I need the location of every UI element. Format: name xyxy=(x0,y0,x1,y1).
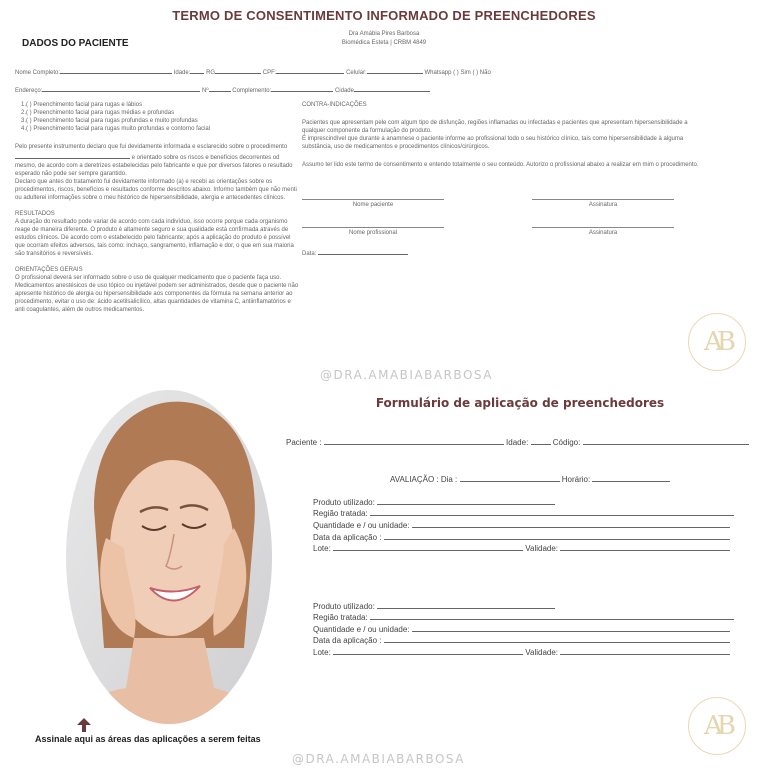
field-nome[interactable] xyxy=(60,66,172,74)
instruction-caption: Assinale aqui as áreas das aplicações a serem feitas xyxy=(35,734,261,744)
patient-row-1 xyxy=(15,66,755,77)
label-nome: Nome Completo: xyxy=(15,70,61,76)
right-column xyxy=(302,101,712,175)
block2-field-validade[interactable] xyxy=(560,647,730,655)
form-field-dia[interactable] xyxy=(460,474,560,482)
ab-logo: AB xyxy=(688,313,746,371)
label-complemento: Complemento: xyxy=(232,88,272,94)
field-rg[interactable] xyxy=(215,66,261,74)
form-field-horario[interactable] xyxy=(592,474,670,482)
field-procedimento[interactable] xyxy=(15,151,130,159)
block1-produto: Produto utilizado: xyxy=(313,497,555,507)
results-section xyxy=(15,210,302,258)
contraindications-text: Pacientes que apresentam pele com algum tipo de disfunção, regiões inflamadas ou infectadas e pacientes que apresentam hipersensibilidade a qualquer componente da formulação do produto. É imprescindível que durante a anamnese o paciente informe ao profissional todo o seu histórico clínico, tais como hipersensibilidade à alguma substância, uso de medicamentos e procedimentos clínicos/cirúrgicos. xyxy=(302,120,688,150)
option-4[interactable]: 4.( ) Preenchimento facial para rugas muito profundas e contorno facial xyxy=(21,126,211,132)
field-endereco[interactable] xyxy=(42,84,200,92)
contraindications-heading: CONTRA-INDICAÇÕES xyxy=(302,102,367,108)
block1-field-quantidade[interactable] xyxy=(412,520,730,528)
field-numero[interactable] xyxy=(209,84,231,92)
date-row xyxy=(302,247,408,258)
left-column xyxy=(15,101,302,320)
signature-professional[interactable]: Assinatura xyxy=(532,227,674,236)
block1-field-produto[interactable] xyxy=(377,497,555,505)
doctor-registration: Biomédica Esteta | CRBM 4849 xyxy=(341,40,427,46)
section-heading: DADOS DO PACIENTE xyxy=(22,38,129,49)
field-celular[interactable] xyxy=(367,66,423,74)
doctor-name: Dra Amábia Pires Barbosa xyxy=(348,31,420,37)
signature-patient-name[interactable]: Nome paciente xyxy=(302,199,444,208)
form-patient-row: Paciente : Idade: Código: xyxy=(286,437,749,447)
form-title: Formulário de aplicação de preenchedores xyxy=(375,396,665,410)
label-data: Data: xyxy=(302,251,317,257)
doctor-info xyxy=(300,30,468,48)
block1-data: Data da aplicação : xyxy=(313,532,730,542)
option-3[interactable]: 3.( ) Preenchimento facial para rugas profundas e muito profundas xyxy=(21,118,198,124)
label-numero: Nº xyxy=(202,88,209,94)
form-field-codigo[interactable] xyxy=(583,437,749,445)
consent-statement: Assumo ter lido este termo de consentimento e entendo totalmente o seu conteúdo. Autorizo o profissional abaixo a realizar em mim o procedimento. xyxy=(302,162,699,168)
field-complemento[interactable] xyxy=(271,84,333,92)
block2-regiao: Região tratada: xyxy=(313,612,734,622)
procedure-options xyxy=(21,101,302,133)
block2-produto: Produto utilizado: xyxy=(313,601,555,611)
form-field-paciente[interactable] xyxy=(324,437,504,445)
block2-field-quantidade[interactable] xyxy=(412,624,730,632)
field-cpf[interactable] xyxy=(276,66,344,74)
block2-data: Data da aplicação : xyxy=(313,635,730,645)
declaration-paragraph: Pelo presente instrumento declaro que fui devidamente informada e esclarecido sobre o procedimento e orientado sobre os riscos e benefícios decorrentes od mesmo, de acordo com a deretrizes estabelecidas pelo fabricante e que por diversos fatores o resultado esperado não pode ser sempre garantido. Declaro que antes do tratamento fui devidamente informado (a) e recebi as orientações sobre os procedimentos, riscos, benefícios e resultados conforme descritos abaixo. Informo também que não menti ou adulterei informações sobre o meu histórico de hipersensibilidade, alergia e antecedentes clínicos. xyxy=(15,144,297,201)
ab-logo-bottom: AB xyxy=(688,697,746,755)
results-text: A duração do resultado pode variar de acordo com cada indivíduo, isso ocorre porque cada organismo reage de maneira diferente. O produto é altamente seguro e sua qualidade está confirmada através de estudos clínicos. De acordo com o estabelecido pelo fabricante; após a aplicação do produto é possível que ocorram efeitos adversos, tais como: inchaço, sangramento, inflamação e dor, o que em sua maioria são transitórios e reversíveis. xyxy=(15,219,294,257)
label-idade: Idade: xyxy=(173,70,191,76)
block1-field-data[interactable] xyxy=(384,532,730,540)
face-illustration xyxy=(64,388,274,726)
form-evaluation-row: AVALIAÇÃO : Dia : Horário: xyxy=(390,474,670,484)
signature-patient[interactable]: Assinatura xyxy=(532,199,674,208)
block1-field-regiao[interactable] xyxy=(370,508,734,516)
watermark-bottom: @DRA.AMABIABARBOSA xyxy=(292,752,465,766)
field-cidade[interactable] xyxy=(354,84,430,92)
block1-quantidade: Quantidade e / ou unidade: xyxy=(313,520,730,530)
label-cpf: CPF: xyxy=(262,70,277,76)
block2-field-data[interactable] xyxy=(384,635,730,643)
block2-quantidade: Quantidade e / ou unidade: xyxy=(313,624,730,634)
block1-field-validade[interactable] xyxy=(560,543,730,551)
label-endereco: Endereço: xyxy=(15,88,43,94)
label-cidade: Cidade xyxy=(334,88,354,94)
patient-row-2 xyxy=(15,84,575,95)
form-field-idade[interactable] xyxy=(531,437,551,445)
option-2[interactable]: 2.( ) Preenchimento facial para rugas médias e profundas xyxy=(21,110,175,116)
label-rg: RG xyxy=(206,70,216,76)
block2-field-regiao[interactable] xyxy=(370,612,734,620)
block1-lote: Lote: Validade: xyxy=(313,543,730,553)
face-diagram[interactable] xyxy=(64,388,274,726)
signature-professional-name[interactable]: Nome profissional xyxy=(302,227,444,236)
block2-lote: Lote: Validade: xyxy=(313,647,730,657)
option-1[interactable]: 1.( ) Preenchimento facial para rugas e lábios xyxy=(21,102,143,108)
document-title: TERMO DE CONSENTIMENTO INFORMADO DE PREENCHEDORES xyxy=(172,8,596,23)
guidelines-section: ORIENTAÇÕES GERAIS O profissional deverá ser informado sobre o uso de qualquer medicamento que o paciente faça uso. Medicamentos anestésicos de uso tópico ou injetável podem ser administrados, desde que o paciente não apresente histórico de alergia ou hipersensibilidade aos componentes da fórmula na semana anterior ao procedimento, evitar o uso de: ácido acetilsalicílico, altas quantidades de vitamina C, antiinflamatórios e anti coagulantes, além de outros medicamentos. xyxy=(15,267,299,313)
field-idade[interactable] xyxy=(190,66,204,74)
field-data[interactable] xyxy=(318,247,408,255)
watermark-top: @DRA.AMABIABARBOSA xyxy=(320,368,493,382)
label-whatsapp: Whatsapp ( ) Sim ( ) Não xyxy=(424,70,491,76)
block1-field-lote[interactable] xyxy=(333,543,523,551)
guidelines-heading: ORIENTAÇÕES GERAIS xyxy=(15,267,83,273)
block2-field-produto[interactable] xyxy=(377,601,555,609)
arrow-up-icon xyxy=(77,718,91,732)
results-heading: RESULTADOS xyxy=(15,211,55,217)
label-celular: Celular: xyxy=(346,70,367,76)
block2-field-lote[interactable] xyxy=(333,647,523,655)
block1-regiao: Região tratada: xyxy=(313,508,734,518)
